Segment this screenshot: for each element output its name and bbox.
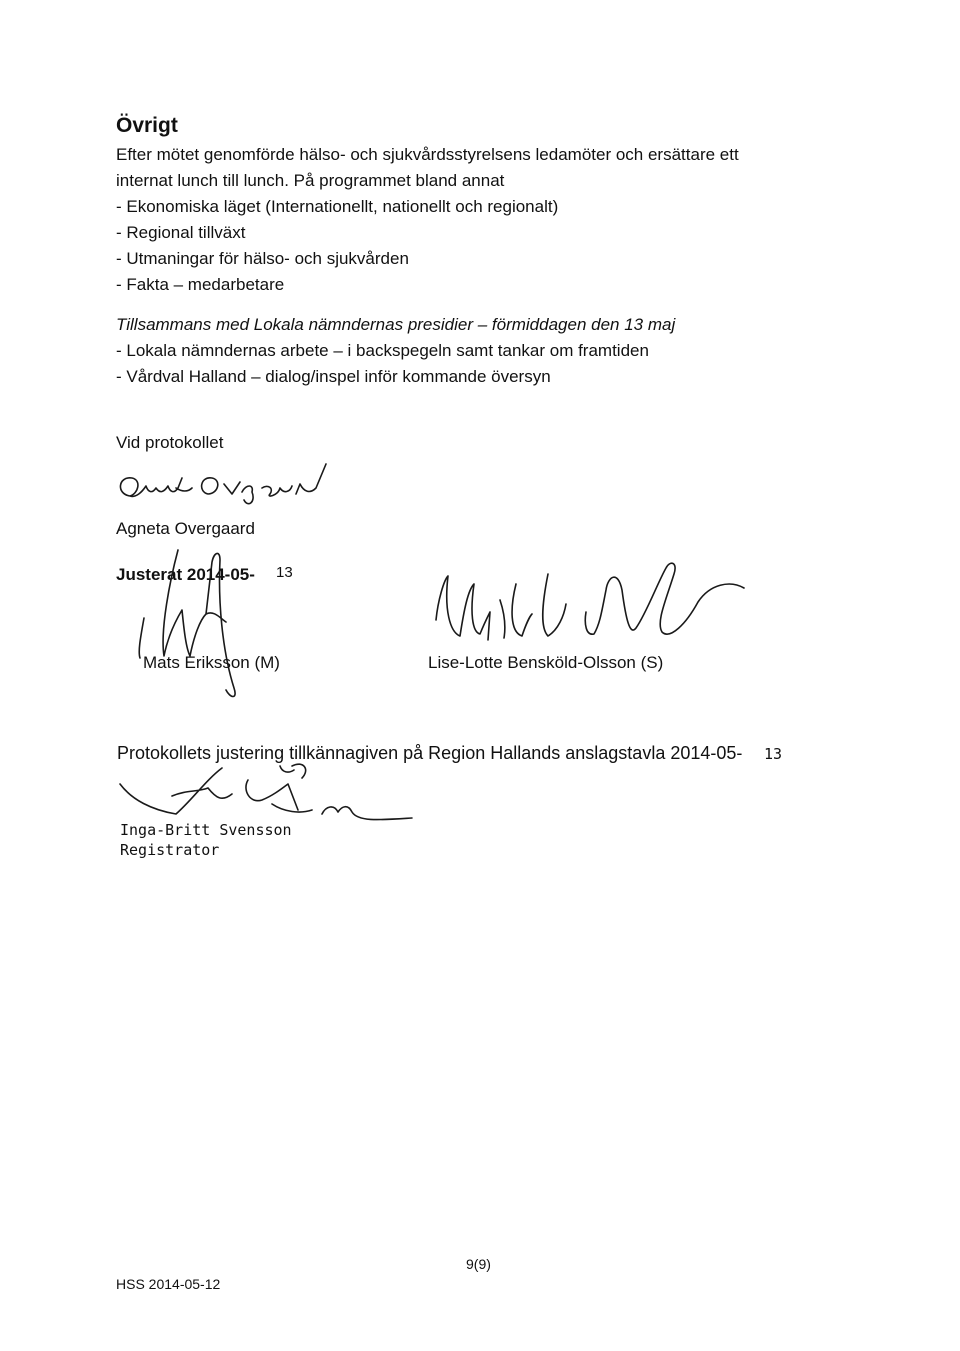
page-number: 9(9) <box>466 1256 491 1272</box>
anslag-text: Protokollets justering tillkännagiven på Region Hallands anslagstavla 2014-05- <box>117 743 743 763</box>
registrator-name: Inga-Britt Svensson <box>120 821 292 839</box>
list-item: - Fakta – medarbetare <box>116 275 285 294</box>
secretary-name: Agneta Overgaard <box>116 519 255 538</box>
justerat-label: Justerat 2014-05- <box>116 565 255 584</box>
section-heading-ovrigt: Övrigt <box>116 114 178 137</box>
protokoll-label: Vid protokollet <box>116 433 224 452</box>
signature-mats-eriksson <box>130 540 280 700</box>
ovrigt-text-line-2: internat lunch till lunch. På programmet bland annat <box>116 171 505 190</box>
signer-1-name: Mats Eriksson (M) <box>143 653 280 672</box>
list-item: - Utmaningar för hälso- och sjukvården <box>116 249 409 268</box>
list-item: - Regional tillväxt <box>116 223 246 242</box>
list-item: - Lokala nämndernas arbete – i backspegeln samt tankar om framtiden <box>116 341 649 360</box>
document-id: HSS 2014-05-12 <box>116 1276 221 1292</box>
ovrigt-text-line-1: Efter mötet genomförde hälso- och sjukvårdsstyrelsens ledamöter och ersättare ett <box>116 145 739 164</box>
signature-lise-lotte-benskold-olsson <box>430 540 750 660</box>
justerat-handwritten-day: 13 <box>276 564 293 581</box>
anslag-stamp-day: 13 <box>764 745 783 763</box>
list-item: - Ekonomiska läget (Internationellt, nationellt och regionalt) <box>116 197 559 216</box>
registrator-title: Registrator <box>120 841 220 859</box>
list-item: - Vårdval Halland – dialog/inspel inför kommande översyn <box>116 367 551 386</box>
signer-2-name: Lise-Lotte Bensköld-Olsson (S) <box>428 653 664 672</box>
tillsammans-title: Tillsammans med Lokala nämndernas presidier – förmiddagen den 13 maj <box>116 315 676 334</box>
secretary-signature <box>112 458 352 510</box>
